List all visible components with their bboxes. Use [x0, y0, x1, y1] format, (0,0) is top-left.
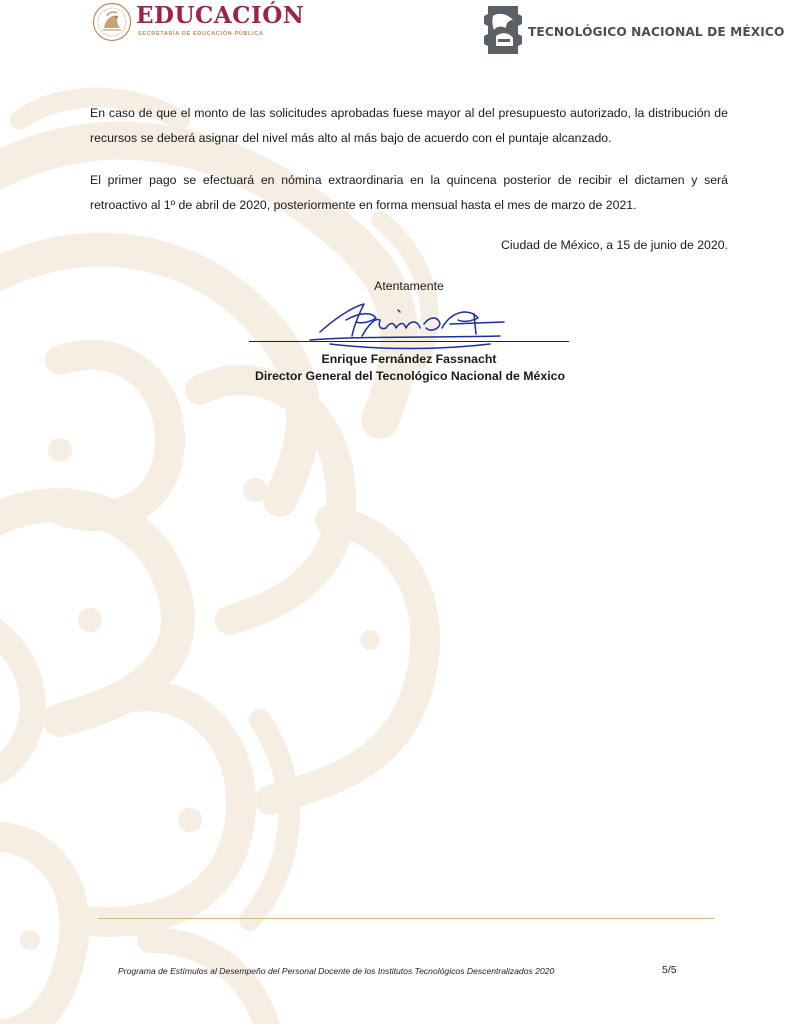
page-number: 5/5 — [662, 964, 677, 976]
paragraph-first-payment: El primer pago se efectuará en nómina extraordinaria en la quincena posterior de recibir el dictamen y será retroactivo al 1º de abril de 2020, posteriormente en forma mensual hasta el mes de marzo de 2021. — [90, 173, 728, 212]
page-header — [0, 0, 802, 60]
signer-name: Enrique Fernández Fassnacht — [321, 352, 497, 366]
signature-line — [249, 341, 569, 342]
tnm-title: TECNOLÓGICO NACIONAL DE MÉXICO — [528, 25, 785, 39]
sep-logo — [92, 2, 305, 46]
national-seal-icon — [92, 2, 132, 42]
footer-divider — [98, 918, 715, 919]
sep-subtitle: SECRETARÍA DE EDUCACIÓN PÚBLICA — [138, 31, 264, 37]
closing-salutation: Atentamente — [374, 279, 444, 293]
footer-program-name: Programa de Estímulos al Desempeño del Personal Docente de los Institutos Tecnológicos Descentralizados 2020 — [118, 966, 555, 976]
signature-icon — [300, 292, 520, 354]
tnm-logo — [484, 4, 785, 56]
place-date: Ciudad de México, a 15 de junio de 2020. — [501, 238, 728, 252]
sep-title: EDUCACIÓN — [136, 2, 305, 29]
tnm-gear-icon — [484, 4, 522, 56]
paragraph-budget-distribution: En caso de que el monto de las solicitudes aprobadas fuese mayor al del presupuesto autorizado, la distribución de recursos se deberá asignar del nivel más alto al más bajo de acuerdo con el puntaje alcanzado. — [90, 106, 728, 145]
signer-title: Director General del Tecnológico Nacional de México — [254, 369, 565, 383]
